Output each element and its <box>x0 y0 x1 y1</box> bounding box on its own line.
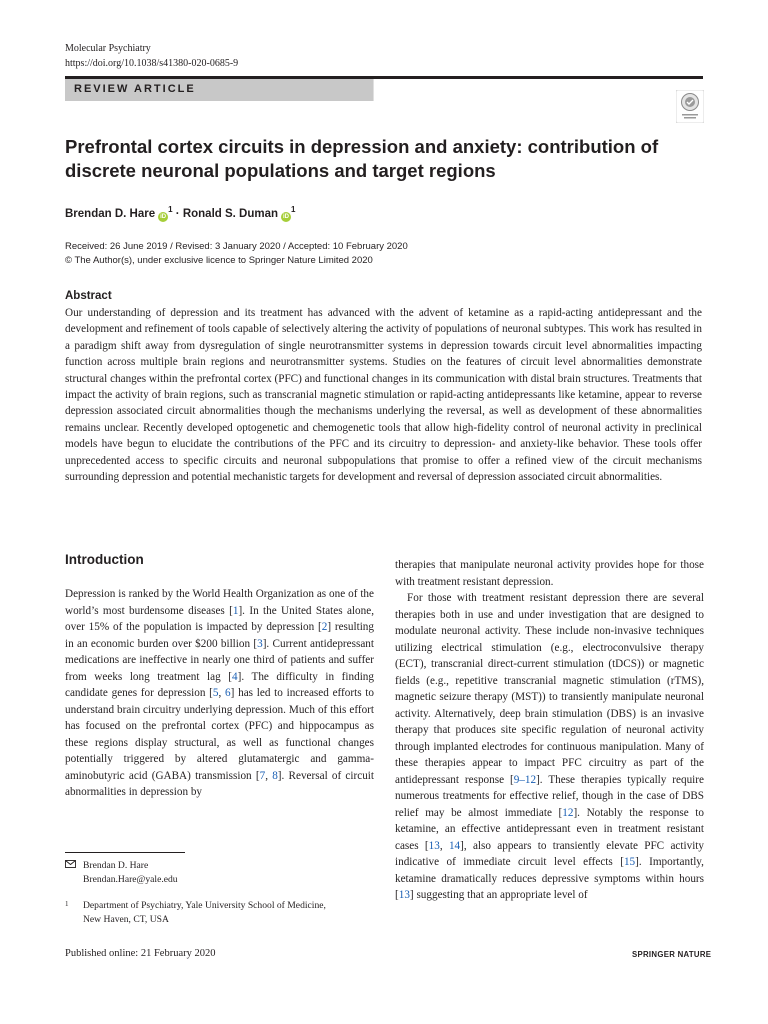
envelope-icon <box>65 859 77 873</box>
author-name[interactable]: Ronald S. Duman <box>182 207 279 220</box>
corresponding-author <box>65 859 178 887</box>
citation-link[interactable]: 14 <box>448 839 461 852</box>
journal-name: Molecular Psychiatry <box>65 43 151 54</box>
right-column <box>395 557 704 904</box>
text-run: ]. The difficulty in finding candidate genes for depression [ <box>65 670 374 699</box>
affiliation-line: Department of Psychiatry, Yale University School of Medicine, <box>83 900 326 911</box>
intro-paragraph-3 <box>395 590 704 904</box>
text-run: Depression is ranked by the World Health Organization as one of the world’s most burdensome diseases [ <box>65 588 374 617</box>
citation-link[interactable]: 7 <box>259 769 266 782</box>
citation-link[interactable]: 8 <box>272 769 278 782</box>
affiliation-number: 1 <box>65 900 69 908</box>
abstract-text: Our understanding of depression and its treatment has advanced with the advent of ketamine as a rapid-acting antidepressant and the development and refinement of tools capable of selectively altering the activity of populations of neuronal subtypes. This work has resulted in a paradigm shift away from dysregulation of single neurotransmitter systems in depression towards circuit level abnormalities impacting function across multiple brain regions and neurotransmitter systems. Studies on the features of circuit level abnormalities demonstrate structural changes within the prefrontal cortex (PFC) and functional changes in its communication with distal brain structures. Treatments that impact the activity of brain regions, such as transcranial magnetic stimulation or rapid-acting antidepressants like ketamine, appear to reverse depression associated circuit abnormalities though the mechanisms underlying the reversal, as well as development of these abnormalities remains unclear. Recently developed optogenetic and chemogenetic tools that allow high-fidelity control of neuronal activity in preclinical models have begun to elucidate the contributions of the PFC and its circuitry to depression- and anxiety-like behavior. These tools offer unprecedented access to specific circuits and neuronal subpopulations that promise to offer a refined view of the circuit mechanisms surrounding depression and potential mechanistic targets for development and reversal of depression associated circuit abnormalities. <box>65 307 702 484</box>
citation-link[interactable]: 12 <box>562 806 574 819</box>
introduction-heading: Introduction <box>65 552 144 567</box>
left-column <box>65 550 374 801</box>
author-name[interactable]: Brendan D. Hare <box>65 207 156 220</box>
copyright-line: © The Author(s), under exclusive licence to Springer Nature Limited 2020 <box>65 255 373 266</box>
affiliation-line: New Haven, CT, USA <box>83 914 169 925</box>
text-run: ], also appears to transiently elevate PFC activity indicative of immediate circuit level effects [ <box>395 839 705 868</box>
text-run: , <box>439 839 449 852</box>
doi-link[interactable]: https://doi.org/10.1038/s41380-020-0685-9 <box>65 58 239 69</box>
journal-header <box>65 41 238 71</box>
check-for-updates-icon[interactable] <box>676 90 704 123</box>
orcid-icon[interactable]: iD <box>160 213 167 220</box>
text-run: For those with treatment resistant depression there are several therapies both in use and under investigation that are designed to modulate neuronal activity. These include non-invasive techniques utilizing electrical stimulation (e.g., electroconvulsive therapy (ECT), transcranial direct-current stimulation (tDCS)) or magnetic fields (e.g., repetitive transcranial magnetic stimulation (rTMS), magnetic seizure therapy (MST)) to transiently manipulate neuronal activity. Alternatively, deep brain stimulation (DBS) is an invasive therapy that produces site specific regulation of neuronal activity through implanted electrodes for continuous manipulation. Many of these therapies appear to impact PFC circuitry as part of the antidepressant response [ <box>395 592 704 786</box>
citation-link[interactable]: 15 <box>623 856 636 868</box>
section-label: REVIEW ARTICLE <box>74 83 196 95</box>
title-line-1: Prefrontal cortex circuits in depression and anxiety: contribution of <box>65 136 659 157</box>
affiliation-footnote <box>65 899 375 927</box>
citation-link[interactable]: 6 <box>225 687 231 699</box>
text-run: , <box>265 769 273 782</box>
published-date: Published online: 21 February 2020 <box>65 948 216 959</box>
text-run: ]. These therapies typically require numerous treatments for effective relief, though in the case of DBS relief may be almost immediate [ <box>395 773 704 819</box>
citation-link[interactable]: 3 <box>257 637 263 650</box>
article-dates <box>65 240 408 268</box>
citation-link[interactable]: 1 <box>232 604 239 617</box>
text-run: ] suggesting that an appropriate level of <box>409 889 588 901</box>
title-line-2: discrete neuronal populations and target regions <box>65 160 496 181</box>
section-banner <box>65 79 374 101</box>
intro-paragraph-1 <box>65 586 374 801</box>
contact-name: Brendan D. Hare <box>83 860 149 871</box>
citation-link[interactable]: 13 <box>398 889 410 901</box>
text-run: ]. Notably the response to ketamine, an effective antidepressant even in treatment resistant cases [ <box>395 806 704 852</box>
author-list <box>65 202 295 222</box>
abstract-heading: Abstract <box>65 290 112 302</box>
footnote-rule <box>65 852 185 853</box>
text-run: ]. In the United States alone, over 15% of the population is impacted by depression [ <box>65 604 374 633</box>
text-run: , <box>218 687 226 699</box>
text-run: ]. Importantly, ketamine dramatically reduces depressive symptoms within hours [ <box>395 856 704 901</box>
history-dates: Received: 26 June 2019 / Revised: 3 January 2020 / Accepted: 10 February 2020 <box>65 241 408 252</box>
text-run: ] has led to increased efforts to understand brain circuitry underlying depression. Much of this effort has focused on the prefrontal cortex (PFC) and hippocampus as these regions display structural, as well as functional changes potentially triggered by altered glutamatergic and gamma-aminobutyric acid (GABA) transmission [ <box>65 687 375 782</box>
author-separator: · <box>175 207 180 220</box>
citation-link[interactable]: 9–12 <box>513 773 537 786</box>
text-run: ]. Current antidepressant medications are ineffective in nearly one third of patients and suffer from weeks long treatment lag [ <box>65 637 374 683</box>
publisher-logo: SPRINGER NATURE <box>632 950 712 959</box>
text-run: ]. Reversal of circuit abnormalities in depression by <box>65 769 374 798</box>
citation-link[interactable]: 5 <box>212 687 219 699</box>
citation-link[interactable]: 4 <box>232 670 238 683</box>
text-run: ] resulting in an economic burden over $200 billion [ <box>65 621 374 650</box>
citation-link[interactable]: 2 <box>321 621 328 633</box>
orcid-icon[interactable]: iD <box>283 213 290 220</box>
author-affiliation-ref: 1 <box>291 205 296 214</box>
intro-paragraph-2: therapies that manipulate neuronal activity provides hope for those with treatment resistant depression. <box>395 559 704 588</box>
article-title <box>65 135 705 183</box>
author-affiliation-ref: 1 <box>168 205 173 214</box>
contact-email[interactable]: Brendan.Hare@yale.edu <box>83 874 178 885</box>
citation-link[interactable]: 13 <box>428 839 440 852</box>
